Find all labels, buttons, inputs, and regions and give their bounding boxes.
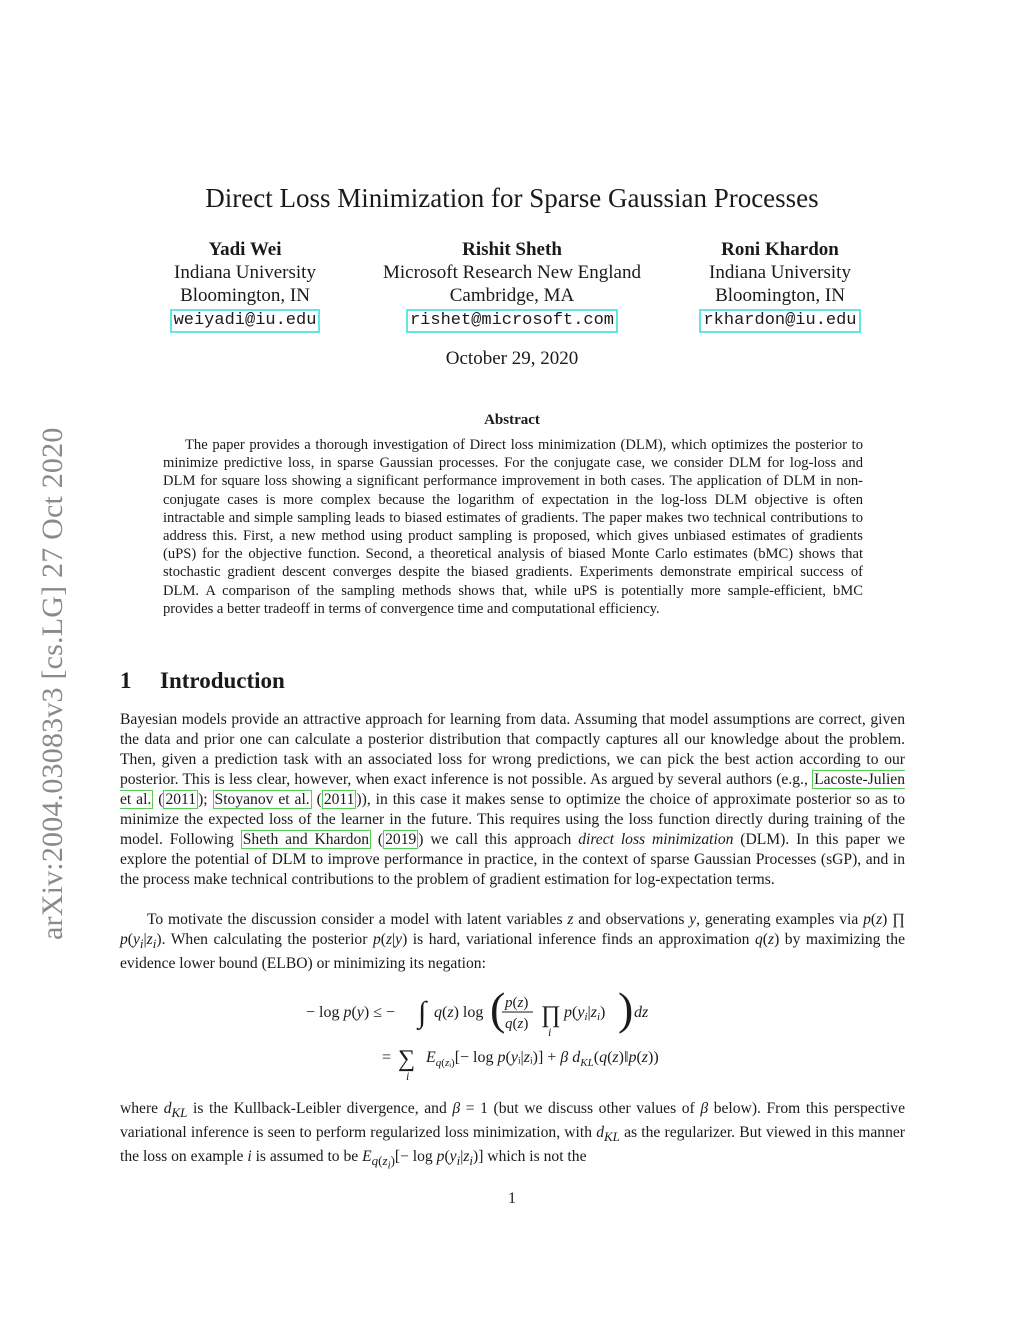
svg-text:i: i <box>548 1025 552 1039</box>
svg-text:i: i <box>406 1069 410 1083</box>
svg-text:(: ( <box>490 983 506 1034</box>
author-location: Bloomington, IN <box>180 285 310 306</box>
paragraph-text: (but we discuss other values of <box>487 1100 701 1117</box>
paragraph-text: (DLM). In this paper we explore the potential of DLM to improve performance in practice, in the context of sparse Gaussian Processes (sGP), and in the process make technical contributions to the problem of gradient estimation for log-expectation terms. <box>120 831 905 888</box>
paper-title: Direct Loss Minimization for Sparse Gaussian Processes <box>205 183 819 213</box>
paragraph-text: below). From this perspective variational inference is seen to perform regularized loss minimization, with <box>120 1100 906 1142</box>
paragraph-text: which is not the <box>483 1148 587 1166</box>
paragraph-text: Bayesian models provide an attractive approach for learning from data. Assuming that model assumptions are correct, given the data and prior one can calculate a posterior distribution that compactly captures all our knowledge about the problem. Then, given a prediction task with an associated loss for wrong predictions, we can pick the best action according to our posterior. This is less clear, however, when exact inference is not possible. As argued by several authors (e.g., <box>120 711 905 788</box>
section-heading <box>120 666 285 696</box>
paper-date: October 29, 2020 <box>445 348 579 369</box>
author-name: Rishit Sheth <box>462 239 562 260</box>
svg-text:∏: ∏ <box>541 1002 561 1028</box>
author-block <box>694 238 866 333</box>
section-number: 1 <box>120 668 132 693</box>
author-block <box>159 238 331 333</box>
svg-text:dz: dz <box>634 1004 649 1021</box>
author-affiliation: Indiana University <box>709 262 851 283</box>
paragraph-text: is assumed to be <box>251 1148 363 1166</box>
author-affiliation: Microsoft Research New England <box>382 262 641 283</box>
paragraph-text: , generating examples via <box>696 911 864 928</box>
section-title: Introduction <box>160 668 285 693</box>
paragraph-text: where <box>120 1100 164 1117</box>
svg-text:): ) <box>618 983 634 1034</box>
citation-link[interactable]: Stoyanov et al. <box>214 791 310 808</box>
abstract-text: The paper provides a thorough investigation of Direct loss minimization (DLM), which optimizes the posterior to minimize predictive loss, in sparse Gaussian processes. For the conjugate case, we consider DLM for log-loss and DLM for square loss showing a significant performance improvement in both cases. The application of DLM in non-conjugate cases is more complex because the logarithm of expectation in the log-loss DLM objective is often intractable and simple sampling leads to biased estimates of gradients. The paper makes two technical contributions to address this. First, a new method using product sampling is proposed, which gives unbiased estimates of gradients (uPS) for the objective function. Second, a theoretical analysis of biased Monte Carlo estimates (bMC) shows that stochastic gradient descent converges despite the biased gradients. Experiments demonstrate empirical success of DLM. A comparison of the sampling methods shows that, while uPS is potentially more sample-efficient, bMC provides a better tradeoff in terms of convergence time and computational efficiency. <box>163 437 863 617</box>
author-name: Roni Khardon <box>721 239 839 260</box>
citation-year-link[interactable]: 2019 <box>385 831 417 848</box>
svg-text:=: = <box>382 1049 392 1066</box>
intro-paragraph-3: where $d_{KL}$ is the Kullback-Leibler divergence, and β = 1 (but we discuss other values of β below). From this perspective variational inference is seen to perform regularized loss minimization, with $d_{KL}$ as the regularizer. But viewed in this manner the loss on example i is assumed to be $E_{q(z_i)}[- \log p(y_i|z_i)]$ which is not the <box>120 1100 906 1172</box>
abstract-heading: Abstract <box>484 412 540 428</box>
svg-text:Eq(zᵢ)[− log p(yᵢ|zᵢ)] + β dKL: $E_{q(zᵢ)}[- \log$ p(yᵢ|zᵢ)] + β $d_{KL}(q(z)‖p(z))$ <box>426 1049 659 1069</box>
svg-text:p(z): p(z) <box>505 995 529 1011</box>
svg-text:∫: ∫ <box>418 996 427 1029</box>
paragraph-text: is the Kullback-Leibler divergence, and <box>187 1100 453 1117</box>
author-email-link[interactable]: rishet@microsoft.com <box>406 309 618 333</box>
svg-text:q(z) log: q(z) log <box>434 1004 484 1021</box>
svg-text:∑: ∑ <box>398 1046 416 1072</box>
paragraph-text: is hard, variational inference finds an approximation <box>407 931 755 948</box>
page-number: 1 <box>508 1190 516 1207</box>
citation-year-link[interactable]: 2011 <box>323 791 355 808</box>
paragraph-text: . When calculating the posterior <box>161 931 373 948</box>
author-affiliation: Indiana University <box>174 262 316 283</box>
paragraph-text: To motivate the discussion consider a model with latent variables <box>147 911 568 928</box>
citation-link[interactable]: Sheth and Khardon <box>242 831 370 848</box>
intro-paragraph-2: To motivate the discussion consider a model with latent variables z and observations y, generating examples via p(z) ∏ $p(y_i|z_i)$. When calculating the posterior p(z|y) is hard, variational inference finds an approximation q(z) by maximizing the evidence lower bound (ELBO) or minimizing its negation: <box>120 911 905 973</box>
intro-paragraph-1: Bayesian models provide an attractive approach for learning from data. Assuming that model assumptions are correct, given the data and prior one can calculate a posterior distribution that compactly captures all our knowledge about the problem. Then, given a prediction task with an associated loss for wrong predictions, we can pick the best action according to our posterior. This is less clear, however, when exact inference is not possible. As argued by several authors (e.g., Lacoste-Julien et al. ( 2011 ); Stoyanov et al. ( 2011 )), in this case it makes sense to optimize the choice of approximate posterior so as to minimize the expected loss of the learner in the future. This requires using the loss function directly during training of the model. Following Sheth and Khardon ( 2019 ) we call this approach direct loss minimization (DLM). In this paper we explore the potential of DLM to improve performance in practice, in the context of sparse Gaussian Processes (sGP), and in the process make technical contributions to the problem of gradient estimation for log-expectation terms. <box>120 711 906 888</box>
svg-text:p(yi|zi): p(yi|zi) <box>564 1004 606 1023</box>
author-name: Yadi Wei <box>208 239 282 260</box>
citation-link[interactable]: Lacoste-Julien et al. <box>120 771 905 808</box>
svg-text:q(z): q(z) <box>505 1016 529 1032</box>
elbo-equation <box>300 982 740 1083</box>
author-location: Bloomington, IN <box>715 285 845 306</box>
paragraph-text: as the regularizer. But viewed in this manner the loss on example <box>120 1124 905 1166</box>
paragraph-text: we call this approach <box>423 831 579 848</box>
paragraph-text: and observations <box>573 911 690 928</box>
author-email-link[interactable]: weiyadi@iu.edu <box>170 309 321 333</box>
svg-text:− log p(y) ≤ −: − log p(y) ≤ − <box>306 1004 396 1021</box>
paragraph-text: by maximizing the evidence lower bound (ELBO) or minimizing its negation: <box>120 931 905 973</box>
author-email-link[interactable]: rkhardon@iu.edu <box>699 309 860 333</box>
paragraph-text: ), in this case it makes sense to optimize the choice of approximate posterior so as to minimize the expected loss of the learner in the future. This requires using the loss function directly during training of the model. Following <box>120 791 906 848</box>
author-block <box>364 238 660 333</box>
author-location: Cambridge, MA <box>449 285 575 306</box>
citation-year-link[interactable]: 2011 <box>165 791 197 808</box>
emphasis-text: direct loss minimization <box>578 831 734 848</box>
arxiv-identifier: arXiv:2004.03083v3 [cs.LG] 27 Oct 2020 <box>36 427 69 940</box>
